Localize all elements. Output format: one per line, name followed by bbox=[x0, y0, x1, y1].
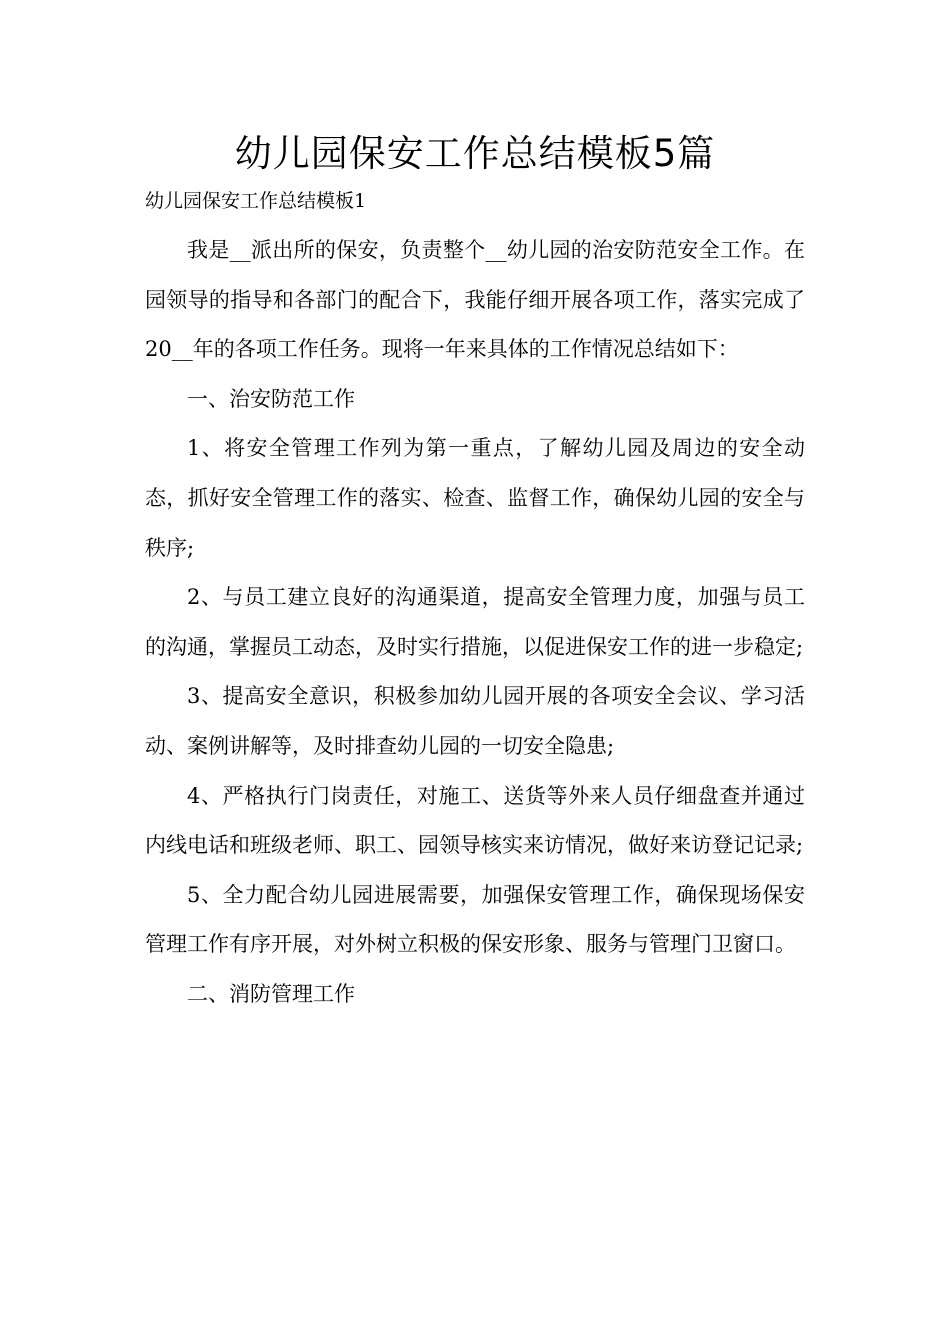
document-body bbox=[145, 226, 805, 1020]
list-item-4: 4、严格执行门岗责任，对施工、送货等外来人员仔细盘查并通过内线电话和班级老师、职工、园领导核实来访情况，做好来访登记记录; bbox=[145, 783, 805, 858]
section-heading-fire: 二、消防管理工作 bbox=[187, 981, 355, 1006]
section-heading-security: 一、治安防范工作 bbox=[187, 386, 355, 411]
document-title: 幼儿园保安工作总结模板5篇 bbox=[234, 132, 716, 175]
list-item-3: 3、提高安全意识，积极参加幼儿园开展的各项安全会议、学习活动、案例讲解等，及时排查幼儿园的一切安全隐患; bbox=[145, 684, 805, 758]
intro-paragraph: 我是__派出所的保安，负责整个__幼儿园的治安防范安全工作。在园领导的指导和各部门的配合下，我能仔细开展各项工作，落实完成了20__年的各项工作任务。现将一年来具体的工作情况总结如下： bbox=[145, 238, 805, 362]
document-subtitle: 幼儿园保安工作总结模板1 bbox=[145, 190, 367, 212]
list-item-2: 2、与员工建立良好的沟通渠道，提高安全管理力度，加强与员工的沟通，掌握员工动态，及时实行措施，以促进保安工作的进一步稳定; bbox=[145, 585, 805, 659]
list-item-5: 5、全力配合幼儿园进展需要，加强保安管理工作，确保现场保安管理工作有序开展，对外树立积极的保安形象、服务与管理门卫窗口。 bbox=[145, 882, 805, 957]
list-item-1: 1、将安全管理工作列为第一重点，了解幼儿园及周边的安全动态，抓好安全管理工作的落实、检查、监督工作，确保幼儿园的安全与秩序; bbox=[145, 436, 805, 560]
